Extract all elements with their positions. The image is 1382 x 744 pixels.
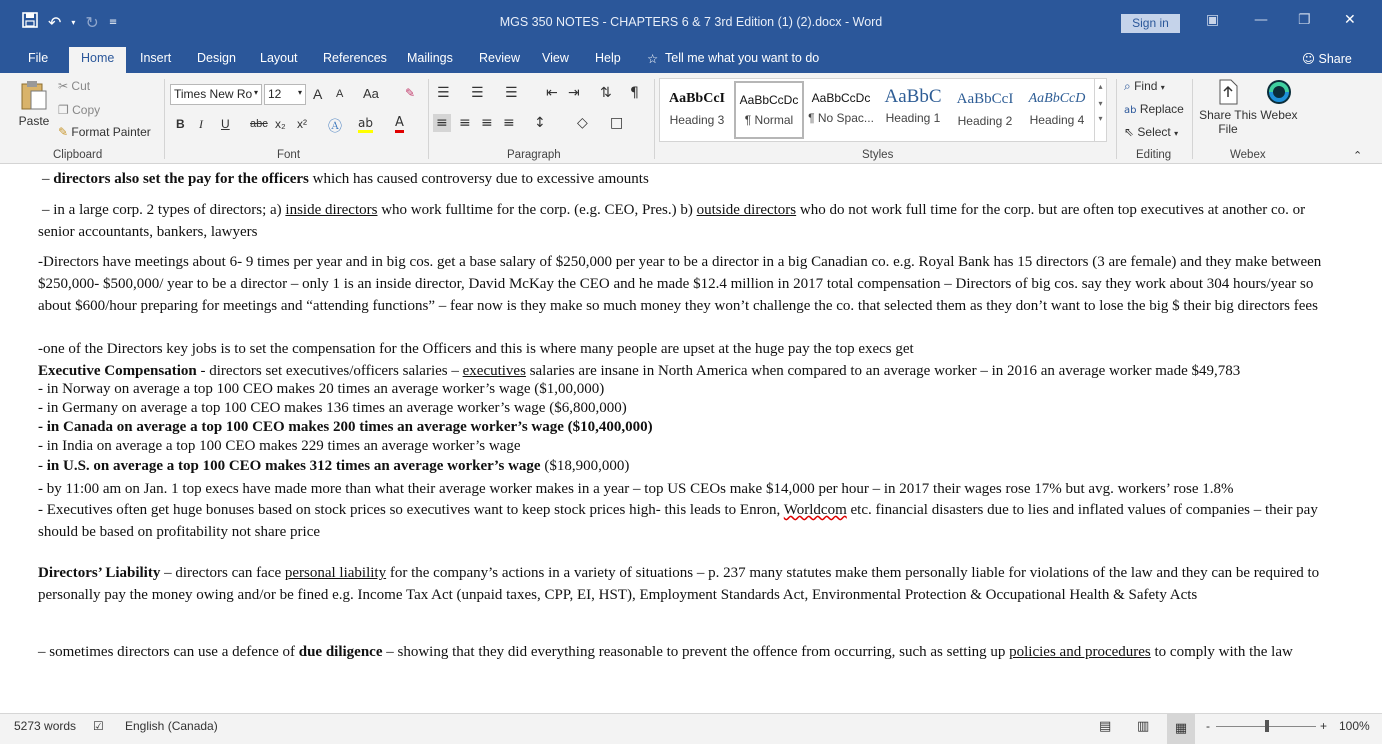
- zoom-slider-thumb[interactable]: [1265, 720, 1269, 732]
- tab-layout[interactable]: Layout: [260, 51, 298, 65]
- list-line: - in India on average a top 100 CEO makes 229 times an average worker’s wage: [38, 438, 521, 454]
- font-size-value: 12: [268, 87, 282, 101]
- cursor-icon: ⇖: [1124, 125, 1135, 139]
- list-line: - in Germany on average a top 100 CEO makes 136 times an average worker’s wage ($6,800,000): [38, 400, 627, 416]
- text-run: who do not work full time for the corp. but are often top executives at another co. or senior accountants, bankers, lawyers: [38, 202, 1306, 240]
- share-label: Share: [1318, 52, 1352, 66]
- paragraph: [38, 499, 1338, 543]
- document-body[interactable]: [0, 164, 1382, 713]
- highlight-icon[interactable]: ab: [358, 116, 373, 133]
- scissors-icon: ✂: [58, 79, 69, 93]
- paragraph: [38, 199, 1338, 243]
- language-indicator[interactable]: English (Canada): [125, 719, 218, 733]
- text-run: ($18,900,000): [540, 458, 630, 474]
- text-run: who work fulltime for the corp. (e.g. CEO, Pres.) b): [377, 202, 697, 218]
- tab-help[interactable]: Help: [595, 51, 621, 65]
- text-run: – in a large corp. 2 types of directors; a): [42, 202, 286, 218]
- style-name: ¶ No Spac...: [808, 111, 874, 125]
- editing-group-label: Editing: [1136, 149, 1172, 161]
- paragraph: [38, 562, 1338, 606]
- paste-label: Paste: [18, 114, 50, 128]
- share-button[interactable]: [1302, 51, 1352, 66]
- paragraph: [38, 338, 1338, 360]
- grow-font-button[interactable]: A: [313, 86, 323, 102]
- paragraph: [38, 168, 1338, 190]
- font-color-icon[interactable]: A: [395, 115, 404, 133]
- paragraph: [38, 641, 1338, 663]
- style-heading-3[interactable]: [662, 81, 732, 139]
- tab-file[interactable]: File: [28, 51, 49, 65]
- copy-label: Copy: [72, 103, 101, 117]
- style-name: Heading 3: [669, 113, 725, 127]
- bullets-icon[interactable]: ☰: [437, 85, 450, 101]
- replace-icon: ab: [1124, 105, 1137, 116]
- select-button[interactable]: [1124, 125, 1178, 139]
- share-file-label-2: File: [1218, 122, 1238, 136]
- text-run-bold: Executive Compensation: [38, 363, 197, 379]
- text-effects-icon[interactable]: Ⓐ: [328, 119, 342, 135]
- align-center-icon[interactable]: ≡: [459, 115, 471, 131]
- shading-icon[interactable]: ◇: [577, 115, 588, 131]
- chevron-down-icon[interactable]: ▾: [1098, 99, 1103, 108]
- copy-icon: ❐: [58, 103, 69, 117]
- clipboard-icon: [19, 79, 49, 111]
- style-preview: AaBbCcI: [956, 91, 1014, 107]
- webex-button[interactable]: [1258, 79, 1300, 122]
- paragraph: - by 11:00 am on Jan. 1 top execs have made more than what their average worker makes in a year – top US CEOs make $14,000 per hour – in 2017 their wages rose 17% but avg. workers’ rose 1.8%: [38, 481, 1234, 497]
- text-run-bold: Directors’ Liability: [38, 565, 161, 581]
- borders-icon[interactable]: □: [610, 115, 624, 131]
- tab-view[interactable]: View: [542, 51, 569, 65]
- format-painter-button[interactable]: [58, 125, 151, 139]
- paragraph: [38, 360, 1338, 382]
- paragraph: [38, 251, 1338, 317]
- strikethrough-button[interactable]: abc: [250, 118, 268, 130]
- restore-icon[interactable]: ❐: [1298, 12, 1311, 28]
- zoom-in-button[interactable]: +: [1320, 719, 1328, 733]
- copy-button[interactable]: [58, 103, 100, 117]
- text-run-underlined: executives: [462, 363, 526, 379]
- clipboard-group-label: Clipboard: [53, 149, 103, 161]
- multilevel-list-icon[interactable]: ☰: [505, 85, 518, 101]
- chevron-down-icon: ▾: [1174, 129, 1179, 138]
- superscript-button[interactable]: x²: [297, 117, 307, 131]
- tab-review[interactable]: Review: [479, 51, 520, 65]
- text-run: -one of the Directors key jobs is to set the compensation for the Officers and this is where many people are upset at the huge pay the top execs get: [38, 341, 914, 357]
- text-run: which has caused controversy due to excessive amounts: [308, 171, 649, 187]
- paragraph-group-label: Paragraph: [507, 149, 561, 161]
- webex-group-label: Webex: [1230, 149, 1266, 161]
- redo-icon[interactable]: ↻: [85, 12, 99, 32]
- close-icon[interactable]: ✕: [1344, 12, 1356, 28]
- style-heading-4[interactable]: [1022, 81, 1092, 139]
- undo-icon[interactable]: ↶: [48, 12, 62, 32]
- paintbrush-icon: ✎: [58, 125, 69, 139]
- style-preview: AaBbCcI: [668, 91, 725, 106]
- chevron-up-icon[interactable]: ▴: [1098, 82, 1103, 91]
- text-run-underlined: outside directors: [696, 202, 797, 218]
- underline-button[interactable]: U: [221, 117, 230, 131]
- tab-design[interactable]: Design: [197, 51, 236, 65]
- shrink-font-button[interactable]: A: [336, 88, 344, 100]
- find-button[interactable]: [1124, 79, 1165, 94]
- text-run: - directors set executives/officers salaries –: [196, 363, 463, 379]
- text-run: – showing that they did everything reasonable to prevent the offence from occurring, such as setting up: [382, 644, 1010, 660]
- sign-in-button[interactable]: Sign in: [1121, 14, 1180, 33]
- clear-formatting-icon[interactable]: ✎: [405, 86, 416, 100]
- style-name: Heading 2: [957, 114, 1013, 128]
- text-run-bold: directors also set the pay for the officers: [53, 171, 309, 187]
- search-icon: ⌕: [1124, 79, 1131, 93]
- print-layout-icon[interactable]: ▥: [1137, 719, 1150, 734]
- list-line: - in Norway on average a top 100 CEO makes 20 times an average worker’s wage ($1,00,000): [38, 381, 605, 397]
- title-bar: [0, 0, 1382, 47]
- group-separator: [654, 79, 655, 159]
- paste-button[interactable]: [16, 79, 52, 145]
- undo-dropdown-icon[interactable]: ▾: [71, 17, 76, 27]
- text-run: -Directors have meetings about 6- 9 times per year and in big cos. get a base salary of $250,000 per year to be a director in a big Canadian co. e.g. Royal Bank has 15 directors (3 are female) and they make between $250,000- $500,000/ year to be a director – only 1 is an inside director, David McKay the CEO and he made $12.4 million in 2017 total compensation – Directors of big cos. say they work about 304 hours/year so about $600/hour preparing for meetings and “attending functions” – fear now is they make so much money they won’t challenge the co. that selected them as they don’t want to lose the big $ their big directors fees: [38, 254, 1322, 314]
- text-run: – directors can face: [160, 565, 285, 581]
- style-preview: AaBbC: [884, 86, 942, 107]
- style-normal[interactable]: [734, 81, 804, 139]
- style-preview: AaBbCcDc: [811, 91, 871, 105]
- font-size-box[interactable]: [264, 84, 306, 105]
- text-run-underlined: policies and procedures: [1009, 644, 1151, 660]
- text-run-bold: due diligence: [298, 644, 383, 660]
- style-heading-1[interactable]: [878, 81, 948, 139]
- font-group-label: Font: [277, 149, 301, 161]
- text-run: to comply with the law: [1150, 644, 1293, 660]
- style-preview: AaBbCcD: [1028, 91, 1086, 106]
- align-left-icon[interactable]: ≡: [433, 114, 451, 132]
- chevron-down-icon: ▾: [297, 88, 302, 97]
- tell-me-search[interactable]: Tell me what you want to do: [665, 51, 820, 65]
- group-separator: [1192, 79, 1193, 159]
- ribbon-home: [0, 73, 1382, 164]
- list-line: - in Canada on average a top 100 CEO makes 200 times an average worker’s wage ($10,400,000): [38, 419, 653, 435]
- align-right-icon[interactable]: ≡: [481, 115, 493, 131]
- find-label: Find: [1134, 79, 1158, 93]
- more-styles-icon[interactable]: ▾: [1098, 114, 1103, 123]
- spelling-error[interactable]: Worldcom: [783, 502, 847, 518]
- ribbon-tabs: [0, 47, 1382, 73]
- tab-references[interactable]: References: [323, 51, 387, 65]
- share-this-file-button[interactable]: [1199, 79, 1257, 136]
- style-name: Heading 4: [1029, 113, 1085, 127]
- style-heading-2[interactable]: [950, 81, 1020, 139]
- group-separator: [428, 79, 429, 159]
- numbering-icon[interactable]: ☰: [471, 85, 484, 101]
- bold-button[interactable]: B: [176, 117, 185, 131]
- webex-icon: [1266, 79, 1292, 105]
- word-count[interactable]: 5273 words: [14, 719, 77, 733]
- share-file-icon: [1217, 79, 1239, 105]
- cut-button[interactable]: [58, 79, 90, 93]
- font-name-value: Times New Ro: [174, 87, 253, 101]
- text-run: –: [42, 171, 54, 187]
- status-bar: [0, 713, 1382, 744]
- chevron-down-icon: ▾: [1160, 83, 1165, 92]
- read-mode-icon[interactable]: ▤: [1099, 719, 1112, 734]
- justify-icon[interactable]: ≡: [503, 115, 515, 131]
- format-painter-label: Format Painter: [71, 125, 151, 139]
- text-run: – sometimes directors can use a defence of: [38, 644, 299, 660]
- proofing-icon[interactable]: ☑: [93, 719, 104, 733]
- minimize-icon[interactable]: —: [1254, 12, 1268, 28]
- person-icon: ☺: [1302, 51, 1316, 66]
- zoom-level[interactable]: 100%: [1339, 719, 1370, 733]
- style-name: ¶ Normal: [744, 113, 794, 127]
- styles-gallery: [659, 78, 1107, 142]
- text-run: for the company’s actions in a variety of situations – p. 237 many statutes make them personally liable for violations of the law and they can be required to personally pay the money owing and/or be fined e.g. Income Tax Act (unpaid taxes, CPP, EI, HST), Employment Standards Act, Environmental Protection & Occupational Health & Safety Acts: [38, 565, 1320, 603]
- change-case-button[interactable]: Aa: [363, 86, 379, 101]
- replace-label: Replace: [1139, 102, 1184, 116]
- zoom-out-button[interactable]: -: [1206, 719, 1210, 733]
- document-title: MGS 350 NOTES - CHAPTERS 6 & 7 3rd Edition (1) (2).docx - Word: [499, 15, 883, 29]
- styles-scroll[interactable]: [1094, 79, 1106, 141]
- decrease-indent-icon[interactable]: ⇤: [546, 85, 558, 101]
- text-run: -: [38, 458, 47, 474]
- tab-home[interactable]: Home: [69, 47, 126, 73]
- collapse-ribbon-icon[interactable]: ⌃: [1353, 149, 1363, 162]
- style-no-spacing[interactable]: [806, 81, 876, 139]
- lightbulb-icon: ☆: [647, 51, 659, 66]
- tab-insert[interactable]: Insert: [140, 51, 172, 65]
- select-label: Select: [1137, 125, 1171, 139]
- ribbon-display-options-icon[interactable]: ▣: [1206, 12, 1220, 28]
- text-run-bold: in U.S. on average a top 100 CEO makes 312 times an average worker’s wage: [46, 458, 541, 474]
- webex-label: Webex: [1260, 108, 1298, 122]
- replace-button[interactable]: [1124, 102, 1184, 116]
- text-run-underlined: inside directors: [285, 202, 378, 218]
- tab-mailings[interactable]: Mailings: [407, 51, 453, 65]
- sort-icon[interactable]: ⇅: [600, 85, 612, 101]
- pilcrow-icon[interactable]: ¶: [630, 85, 639, 101]
- customize-qat-icon[interactable]: ≡: [108, 16, 118, 28]
- group-separator: [1116, 79, 1117, 159]
- text-run: - Executives often get huge bonuses based on stock prices so executives want to keep stock prices high- this leads to Enron,: [38, 502, 784, 518]
- text-run: etc. financial disasters due to lies and inflated values of companies – their pay should be based on profitability not share price: [38, 502, 1318, 540]
- font-name-box[interactable]: [170, 84, 262, 105]
- chevron-down-icon: ▾: [253, 88, 258, 97]
- list-line: [38, 457, 1338, 476]
- style-preview: AaBbCcDc: [739, 93, 799, 107]
- line-spacing-icon[interactable]: ↕: [534, 115, 546, 131]
- web-layout-icon[interactable]: ▦: [1167, 714, 1195, 744]
- subscript-button[interactable]: x₂: [275, 117, 286, 131]
- styles-group-label: Styles: [862, 149, 894, 161]
- style-name: Heading 1: [885, 111, 941, 125]
- italic-button[interactable]: I: [199, 117, 203, 131]
- text-run: salaries are insane in North America when compared to an average worker – in 2016 an average worker made $49,783: [525, 363, 1241, 379]
- share-file-label-1: Share This: [1199, 108, 1257, 122]
- text-run-underlined: personal liability: [284, 565, 387, 581]
- increase-indent-icon[interactable]: ⇥: [568, 85, 580, 101]
- group-separator: [164, 79, 165, 159]
- cut-label: Cut: [71, 79, 91, 93]
